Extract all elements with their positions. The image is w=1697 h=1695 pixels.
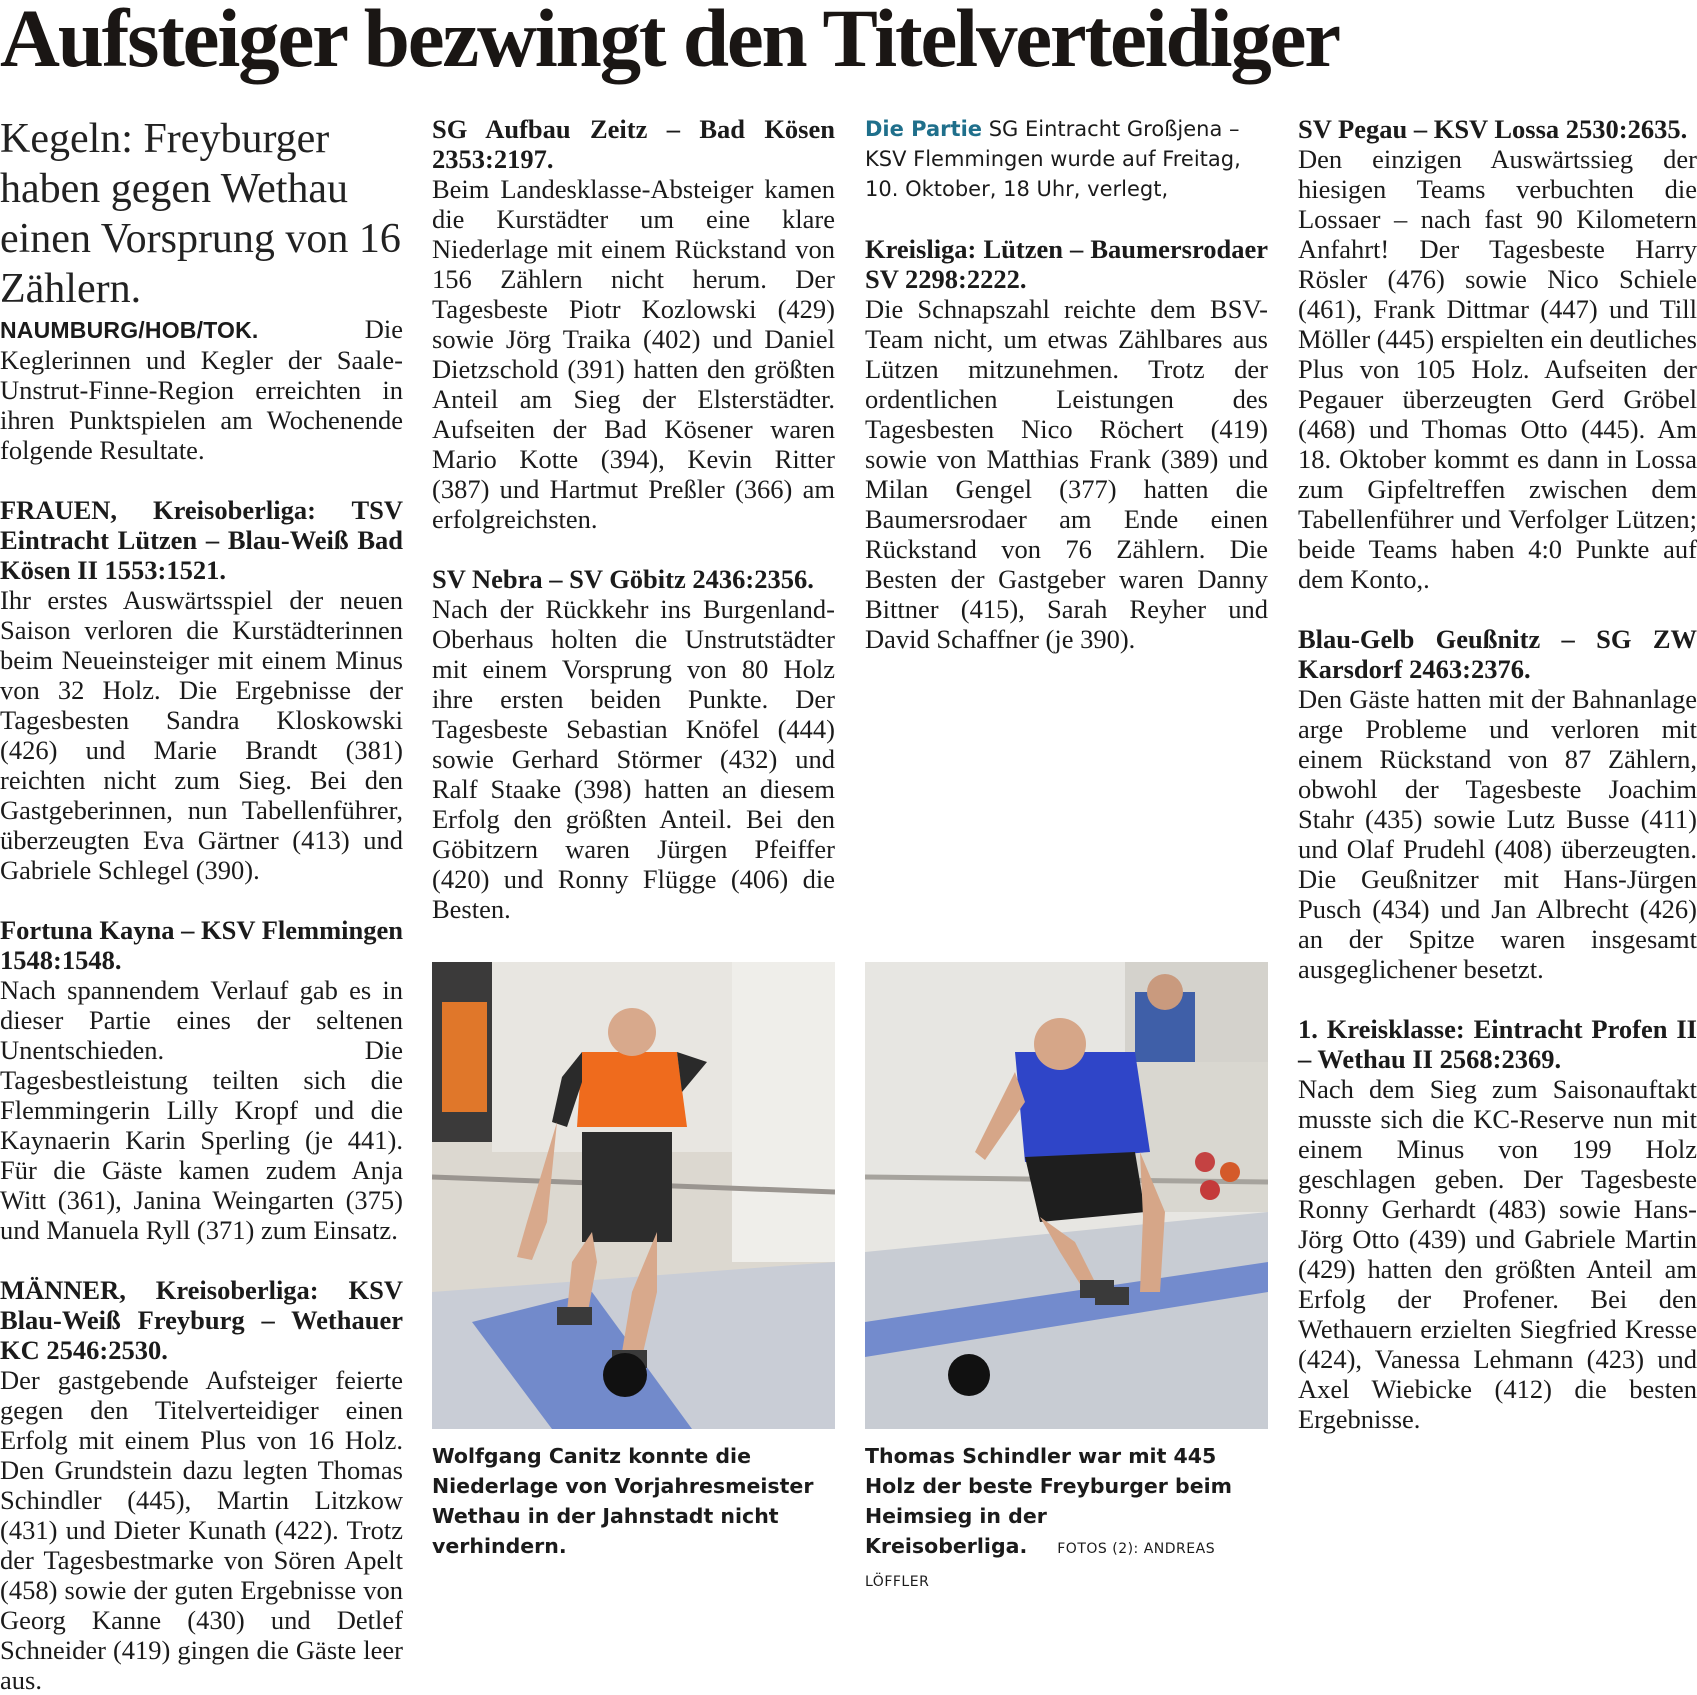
frauen-text: Ihr erstes Auswärtsspiel der neuen Saison verloren die Kurstädterinnen beim Neueinsteiger mit einem Minus von 32 Holz. Die Ergebnisse der Tagesbesten Sandra Kloskowski (426) und Marie Brandt (381) reichten nicht zum Sieg. Bei den Gastgeberinnen, nun Tabellenführer, überzeugten Eva Gärtner (413) und Gabriele Schlegel (390). [0,585,403,885]
column-4 [1298,114,1697,1434]
maenner-text: Der gastgebende Aufsteiger feierte gegen den Titelverteidiger einen Erfolg mit einem Plus von 16 Holz. Den Grundstein dazu legten Thomas Schindler (445), Martin Litzkow (431) und Dieter Kunath (422). Trotz der Tagesbestmarke von Sören Apelt (458) sowie der guten Ergebnisse von Georg Kanne (430) und Detlef Schneider (419) gingen die Gäste leer aus. [0,1365,403,1695]
dateline: NAUMBURG/HOB/TOK. [0,317,259,343]
intro-text: Die Keglerinnen und Kegler der Saale-Unstrut-Finne-Region erreichten in ihren Punktspielen am Wochenende folgende Resultate. [0,314,403,465]
nebra-heading: SV Nebra – SV Göbitz 2436:2356. [432,564,814,594]
luetzen-text: Die Schnapszahl reichte dem BSV-Team nicht, um etwas Zählbares aus Lützen mitzunehmen. Trotz der ordentlichen Leistungen des Tagesbesten Nico Röchert (419) sowie von Matthias Frank (389) und Milan Gengel (377) hatten die Baumersrodaer am Ende einen Rückstand von 76 Zählern. Die Besten der Gastgeber waren Danny Bittner (415), Sarah Reyher und David Schaffner (je 390). [865,294,1268,654]
maenner-heading: MÄNNER, Kreisoberliga: KSV Blau-Weiß Freyburg – Wethauer KC 2546:2530. [0,1275,403,1365]
nebra-text: Nach der Rückkehr ins Burgenland-Oberhaus holten die Unstrutstädter mit einem Vorsprung von 80 Holz ihre ersten beiden Punkte. Der Tagesbeste Sebastian Knöfel (444) sowie Gerhard Störmer (432) und Ralf Staake (398) hatten an diesem Erfolg den größten Anteil. Bei den Göbitzern waren Jürgen Pfeiffer (420) und Ronny Flügge (406) die Besten. [432,594,835,924]
profen-text: Nach dem Sieg zum Saisonauftakt musste sich die KC-Reserve nun mit einem Minus von 199 Holz geschlagen geben. Der Tagesbeste Ronny Gerhardt (483) sowie Hans-Jörg Otto (439) und Gabriele Martin (429) hatten den größten Anteil am Erfolg der Profener. Bei den Wethauern erzielten Siegfried Kresse (424), Vanessa Lehmann (423) und Axel Wiebicke (412) die besten Ergebnisse. [1298,1074,1697,1434]
subheadline: Kegeln: Freyburger haben gegen Wethau einen Vorsprung von 16 Zählern. [0,116,401,312]
zeitz-heading: SG Aufbau Zeitz – Bad Kösen 2353:2197. [432,114,835,174]
frauen-heading: FRAUEN, Kreisoberliga: TSV Eintracht Lützen – Blau-Weiß Bad Kösen II 1553:1521. [0,495,403,585]
photo-bowler-orange [432,962,835,1429]
photo-caption-2 [865,1441,1268,1597]
column-3 [865,114,1268,654]
photo-bowler-blue [865,962,1268,1429]
column-1 [0,114,403,1695]
profen-heading: 1. Kreisklasse: Eintracht Profen II – Wethau II 2568:2369. [1298,1014,1697,1074]
kayna-text: Nach spannendem Verlauf gab es in dieser Partie eines der seltenen Unentschieden. Die Tagesbestleistung teilten sich die Flemmingerin Lilly Kropf und die Kaynaerin Karin Sperling (je 441). Für die Gäste kamen zudem Anja Witt (361), Janina Weingarten (375) und Manuela Ryll (371) zum Einsatz. [0,975,403,1245]
photo-caption-2-text: Thomas Schindler war mit 445 Holz der beste Freyburger beim Heimsieg in der Kreisoberliga. [865,1444,1233,1558]
bowler-orange-illustration [432,962,835,1429]
zeitz-text: Beim Landesklasse-Absteiger kamen die Kurstädter um eine klare Niederlage mit einem Rückstand von 156 Zählern nicht herum. Der Tagesbeste Piotr Kozlowski (429) sowie Jörg Traika (402) und Daniel Dietzschold (391) hatten den größten Anteil am Sieg der Elsterstädter. Aufseiten der Bad Kösener waren Mario Kotte (394), Kevin Ritter (387) und Hartmut Preßler (366) am erfolgreichsten. [432,174,835,534]
partie-text: SG Eintracht Großjena – KSV Flemmingen wurde auf Freitag, 10. Oktober, 18 Uhr, verlegt, [865,117,1241,201]
column-2 [432,114,835,924]
geussnitz-heading: Blau-Gelb Geußnitz – SG ZW Karsdorf 2463:2376. [1298,624,1697,684]
bowler-blue-illustration [865,962,1268,1429]
geussnitz-text: Den Gäste hatten mit der Bahnanlage arge Probleme und verloren mit einem Rückstand von 87 Zählern, obwohl der Tagesbeste Joachim Stahr (435) sowie Lutz Busse (411) und Olaf Prudehl (408) überzeugten. Die Geußnitzer mit Hans-Jürgen Pusch (434) und Jan Albrecht (426) an der Spitze waren insgesamt ausgeglichener besetzt. [1298,684,1697,984]
luetzen-heading: Kreisliga: Lützen – Baumersrodaer SV 2298:2222. [865,234,1268,294]
pegau-text: Den einzigen Auswärtssieg der hiesigen Teams verbuchten die Lossaer – nach fast 90 Kilometern Anfahrt! Der Tagesbeste Harry Rösler (476) sowie Nico Schiele (461), Frank Dittmar (447) und Till Möller (445) erspielten ein deutliches Plus von 105 Holz. Aufseiten der Pegauer überzeugten Gerd Gröbel (468) und Thomas Otto (445). Am 18. Oktober kommt es dann in Lossa zum Gipfeltreffen zwischen dem Tabellenführer und Verfolger Lützen; beide Teams haben 4:0 Punkte auf dem Konto,. [1298,144,1697,594]
intro-paragraph [0,314,403,465]
headline: Aufsteiger bezwingt den Titelverteidiger [0,0,1339,84]
pegau-heading: SV Pegau – KSV Lossa 2530:2635. [1298,114,1688,144]
photo-credit: FOTOS (2): ANDREAS LÖFFLER [865,1541,1216,1590]
partie-lead: Die Partie [865,117,983,141]
kayna-heading: Fortuna Kayna – KSV Flemmingen 1548:1548. [0,915,403,975]
partie-note [865,114,1268,204]
photo-caption-1: Wolfgang Canitz konnte die Niederlage von Vorjahresmeister Wethau in der Jahnstadt nicht verhindern. [432,1444,814,1558]
